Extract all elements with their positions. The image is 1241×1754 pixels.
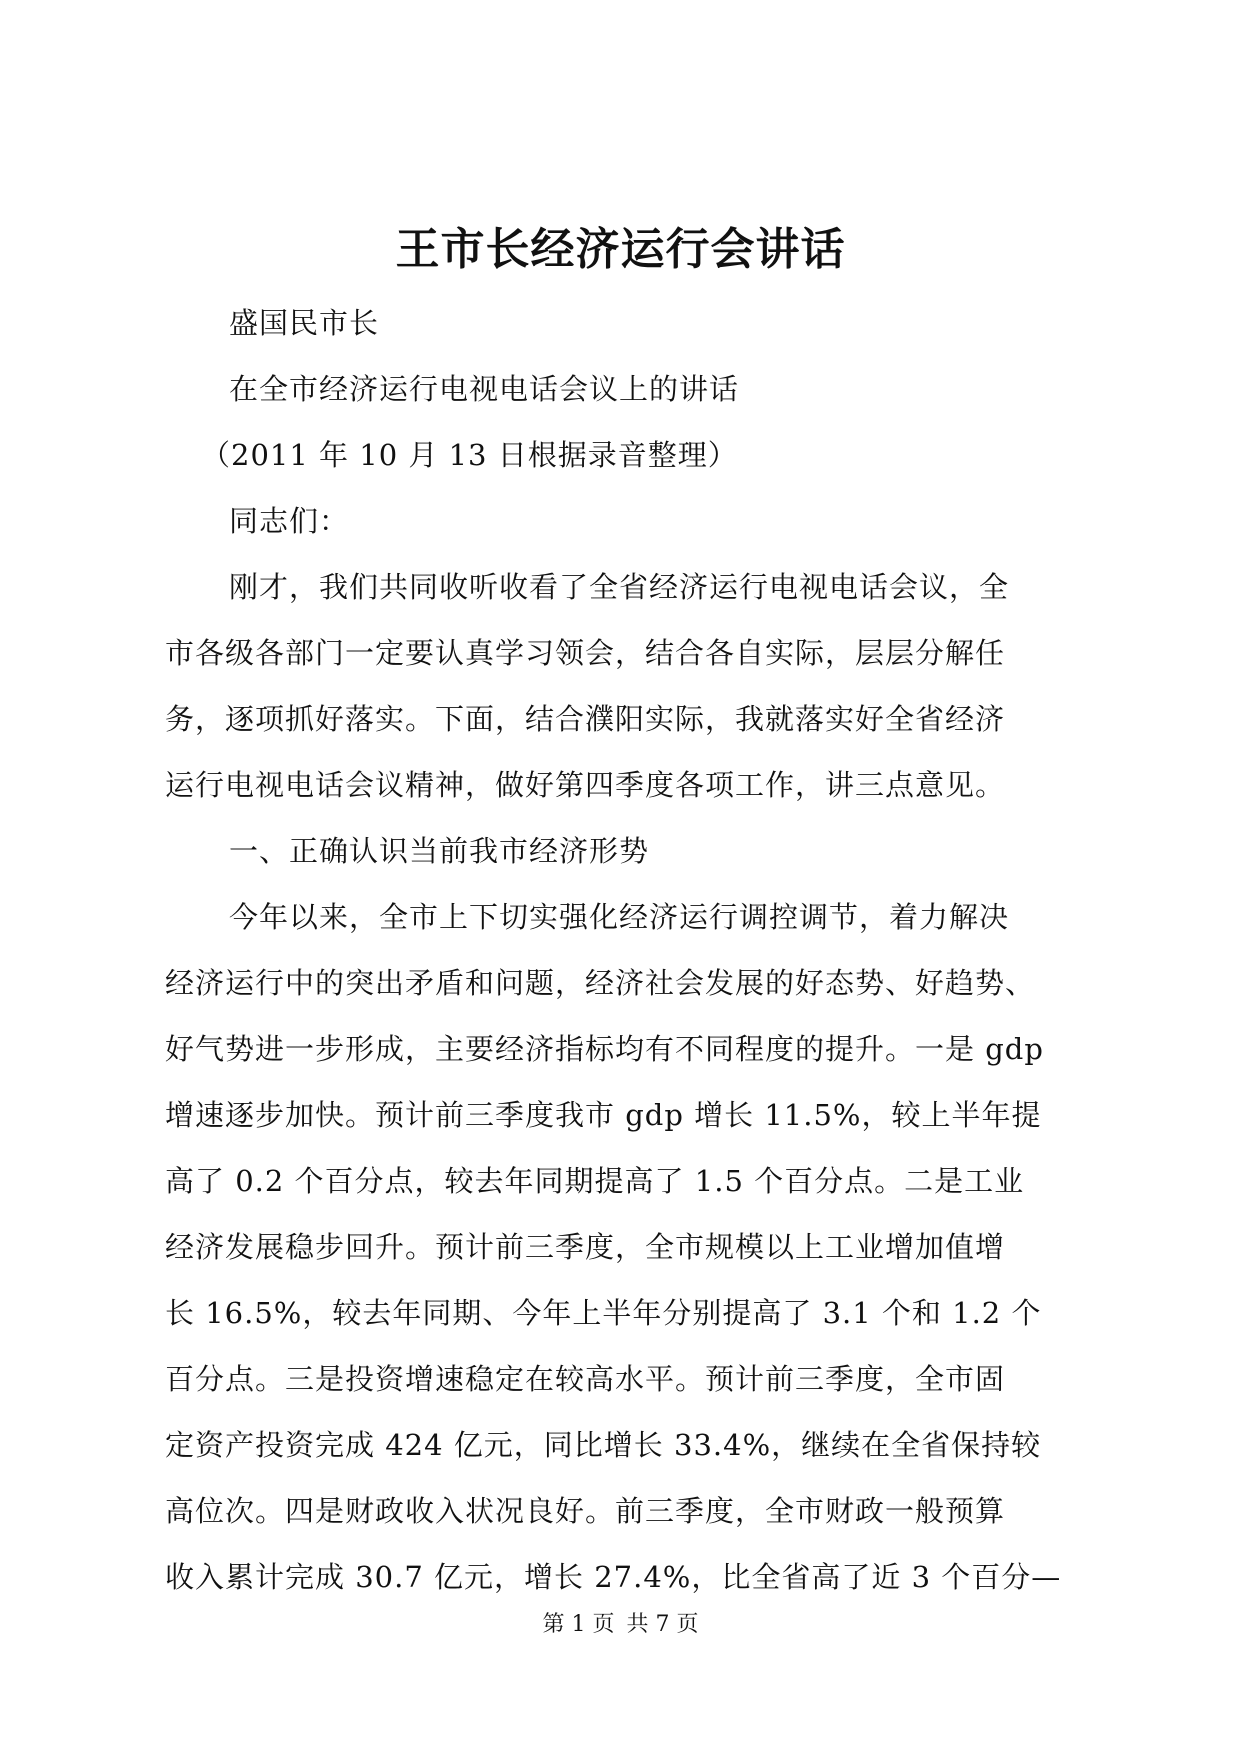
total-pages: 共 7 页 xyxy=(626,1612,699,1637)
paragraph-line: 今年以来，全市上下切实强化经济运行调控调节，着力解决 xyxy=(229,900,1010,934)
page-number: 第 1 页 xyxy=(542,1612,615,1637)
paragraph-line: 经济运行中的突出矛盾和问题，经济社会发展的好态势、好趋势、 xyxy=(165,966,1036,1000)
speaker-line: 盛国民市长 xyxy=(229,306,380,340)
paragraph-line: 长 16.5%，较去年同期、今年上半年分别提高了 3.1 个和 1.2 个 xyxy=(165,1296,1042,1330)
paragraph-line: 刚才，我们共同收听收看了全省经济运行电视电话会议，全 xyxy=(229,570,1010,604)
paragraph-line: 务，逐项抓好落实。下面，结合濮阳实际，我就落实好全省经济 xyxy=(165,702,1006,736)
paragraph-line: 好气势进一步形成，主要经济指标均有不同程度的提升。一是 gdp xyxy=(165,1032,1044,1066)
section-heading: 一、正确认识当前我市经济形势 xyxy=(229,834,650,868)
date-note-line: （2011 年 10 月 13 日根据录音整理） xyxy=(201,438,738,472)
document-title: 王市长经济运行会讲话 xyxy=(395,224,846,275)
paragraph-line: 高位次。四是财政收入状况良好。前三季度，全市财政一般预算 xyxy=(165,1494,1006,1528)
paragraph-line: 收入累计完成 30.7 亿元，增长 27.4%，比全省高了近 3 个百分— xyxy=(165,1560,1062,1594)
paragraph-line: 增速逐步加快。预计前三季度我市 gdp 增长 11.5%，较上半年提 xyxy=(165,1098,1042,1132)
paragraph-line: 经济发展稳步回升。预计前三季度，全市规模以上工业增加值增 xyxy=(165,1230,1006,1264)
paragraph-line: 运行电视电话会议精神，做好第四季度各项工作，讲三点意见。 xyxy=(165,768,1006,802)
paragraph-line: 高了 0.2 个百分点，较去年同期提高了 1.5 个百分点。二是工业 xyxy=(165,1164,1025,1198)
paragraph-line: 定资产投资完成 424 亿元，同比增长 33.4%，继续在全省保持较 xyxy=(165,1428,1042,1462)
paragraph-line: 百分点。三是投资增速稳定在较高水平。预计前三季度，全市固 xyxy=(165,1362,1006,1396)
document-body xyxy=(165,290,1085,1610)
paragraph-line: 市各级各部门一定要认真学习领会，结合各自实际，层层分解任 xyxy=(165,636,1006,670)
page-footer xyxy=(0,1610,1241,1640)
subtitle-line: 在全市经济运行电视电话会议上的讲话 xyxy=(229,372,740,406)
salutation-line: 同志们： xyxy=(229,504,350,538)
